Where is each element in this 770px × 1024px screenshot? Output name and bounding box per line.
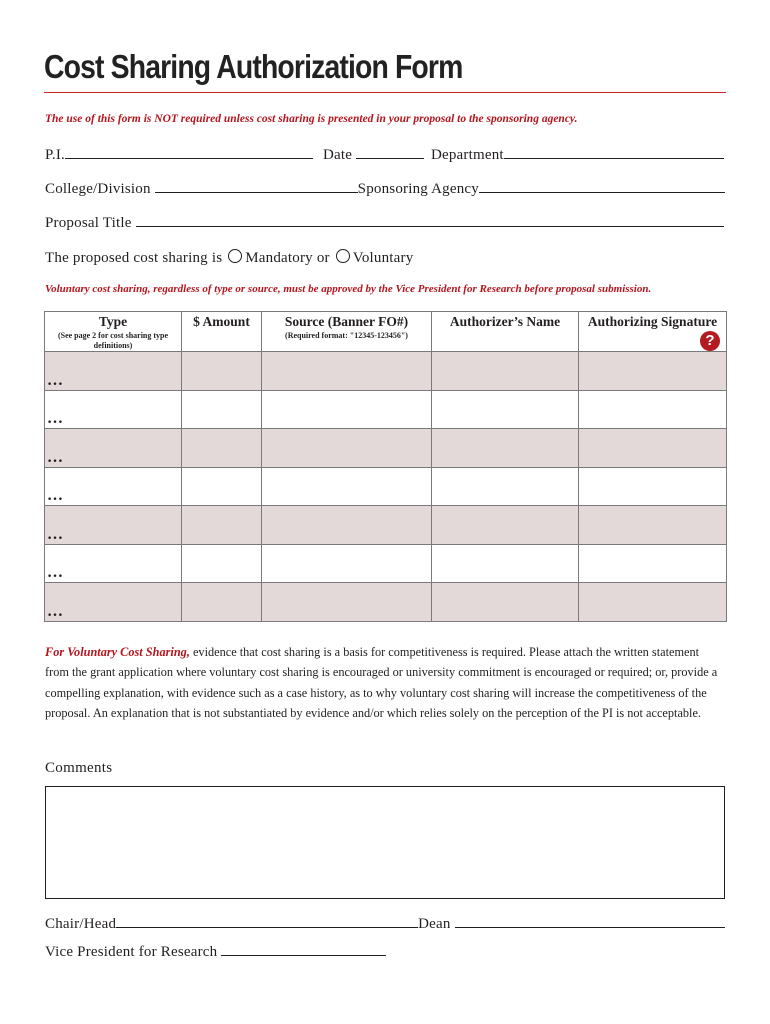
signature-cell[interactable]	[579, 544, 727, 583]
table-row	[45, 506, 727, 545]
authorizer-cell[interactable]	[432, 544, 579, 583]
table-row	[45, 583, 727, 622]
vpr-signature-field[interactable]	[221, 941, 386, 956]
source-cell[interactable]	[262, 583, 432, 622]
header-source: Source (Banner FO#) (Required format: "12345-123456")	[262, 312, 432, 352]
type-cell[interactable]: …	[45, 467, 182, 506]
sponsor-label: Sponsoring Agency	[357, 181, 479, 197]
signature-cell[interactable]	[579, 467, 727, 506]
proposed-label: The proposed cost sharing is	[45, 250, 223, 266]
type-cell[interactable]: …	[45, 506, 182, 545]
signature-cell[interactable]	[579, 506, 727, 545]
amount-cell[interactable]	[182, 583, 262, 622]
college-row	[45, 178, 725, 198]
mandatory-label: Mandatory or	[245, 250, 330, 266]
authorizer-cell[interactable]	[432, 429, 579, 468]
table-row	[45, 467, 727, 506]
pi-label: P.I.	[45, 147, 65, 163]
date-label: Date	[322, 147, 353, 163]
dean-signature-field[interactable]	[455, 913, 725, 928]
signature-cell[interactable]	[579, 583, 727, 622]
header-amount: $ Amount	[182, 312, 262, 352]
college-field[interactable]	[155, 178, 358, 193]
pi-row	[45, 144, 724, 164]
source-cell[interactable]	[262, 429, 432, 468]
table-row	[45, 544, 727, 583]
amount-cell[interactable]	[182, 544, 262, 583]
comments-textarea[interactable]	[45, 786, 725, 899]
college-label: College/Division	[45, 181, 151, 197]
amount-cell[interactable]	[182, 352, 262, 391]
amount-cell[interactable]	[182, 390, 262, 429]
voluntary-label: Voluntary	[352, 250, 414, 266]
amount-cell[interactable]	[182, 506, 262, 545]
signature-cell[interactable]	[579, 390, 727, 429]
vpr-row	[45, 941, 386, 961]
type-cell[interactable]: …	[45, 390, 182, 429]
proposal-field[interactable]	[136, 212, 724, 227]
pi-field[interactable]	[65, 144, 313, 159]
amount-cell[interactable]	[182, 467, 262, 506]
chair-signature-field[interactable]	[116, 913, 418, 928]
cost-sharing-table	[44, 311, 727, 622]
amount-cell[interactable]	[182, 429, 262, 468]
source-cell[interactable]	[262, 352, 432, 391]
sponsor-field[interactable]	[479, 178, 725, 193]
comments-label: Comments	[45, 760, 113, 776]
authorizer-cell[interactable]	[432, 352, 579, 391]
voluntary-approval-note: Voluntary cost sharing, regardless of type or source, must be approved by the Vice President for Research before proposal submission.	[45, 283, 652, 295]
usage-notice: The use of this form is NOT required unless cost sharing is presented in your proposal to the sponsoring agency.	[45, 113, 578, 125]
source-cell[interactable]	[262, 390, 432, 429]
chair-label: Chair/Head	[45, 916, 117, 932]
header-signature: Authorizing Signature ?	[579, 312, 727, 352]
type-cell[interactable]: …	[45, 544, 182, 583]
vpr-label: Vice President for Research	[45, 944, 218, 960]
proposal-label: Proposal Title	[45, 215, 132, 231]
title-divider	[44, 92, 726, 93]
type-cell[interactable]: …	[45, 583, 182, 622]
signature-cell[interactable]	[579, 352, 727, 391]
source-cell[interactable]	[262, 467, 432, 506]
table-row	[45, 352, 727, 391]
type-cell[interactable]: …	[45, 352, 182, 391]
source-subnote: (Required format: "12345-123456")	[285, 331, 408, 340]
page-title: Cost Sharing Authorization Form	[44, 48, 463, 85]
dean-label: Dean	[418, 916, 451, 932]
help-icon[interactable]: ?	[700, 331, 720, 351]
header-authorizer: Authorizer’s Name	[432, 312, 579, 352]
source-cell[interactable]	[262, 544, 432, 583]
cost-sharing-type-row	[45, 249, 413, 267]
table-row	[45, 390, 727, 429]
paragraph-body: evidence that cost sharing is a basis for competitiveness is required. Please attach the written statement from the grant application where voluntary cost sharing is encouraged or university commitment is encouraged or required; or, provide a compelling explanation, with evidence such as a case history, as to why voluntary cost sharing will increase the competitiveness of the proposal. An explanation that is not substantiated by evidence and/or which relies solely on the perception of the PI is not acceptable.	[45, 645, 718, 720]
table-row	[45, 429, 727, 468]
authorizer-cell[interactable]	[432, 506, 579, 545]
header-type: Type (See page 2 for cost sharing type definitions)	[45, 312, 182, 352]
type-cell[interactable]: …	[45, 429, 182, 468]
signature-cell[interactable]	[579, 429, 727, 468]
source-cell[interactable]	[262, 506, 432, 545]
proposal-row	[45, 212, 724, 232]
department-field[interactable]	[504, 144, 724, 159]
authorizer-cell[interactable]	[432, 467, 579, 506]
paragraph-lead: For Voluntary Cost Sharing,	[45, 645, 190, 659]
voluntary-radio[interactable]	[336, 249, 350, 263]
authorizer-cell[interactable]	[432, 390, 579, 429]
voluntary-evidence-paragraph	[45, 642, 725, 723]
authorizer-cell[interactable]	[432, 583, 579, 622]
type-subnote: (See page 2 for cost sharing type definitions)	[57, 331, 169, 350]
mandatory-radio[interactable]	[228, 249, 242, 263]
date-field[interactable]	[356, 144, 424, 159]
department-label: Department	[430, 147, 504, 163]
chair-dean-row	[45, 913, 725, 933]
